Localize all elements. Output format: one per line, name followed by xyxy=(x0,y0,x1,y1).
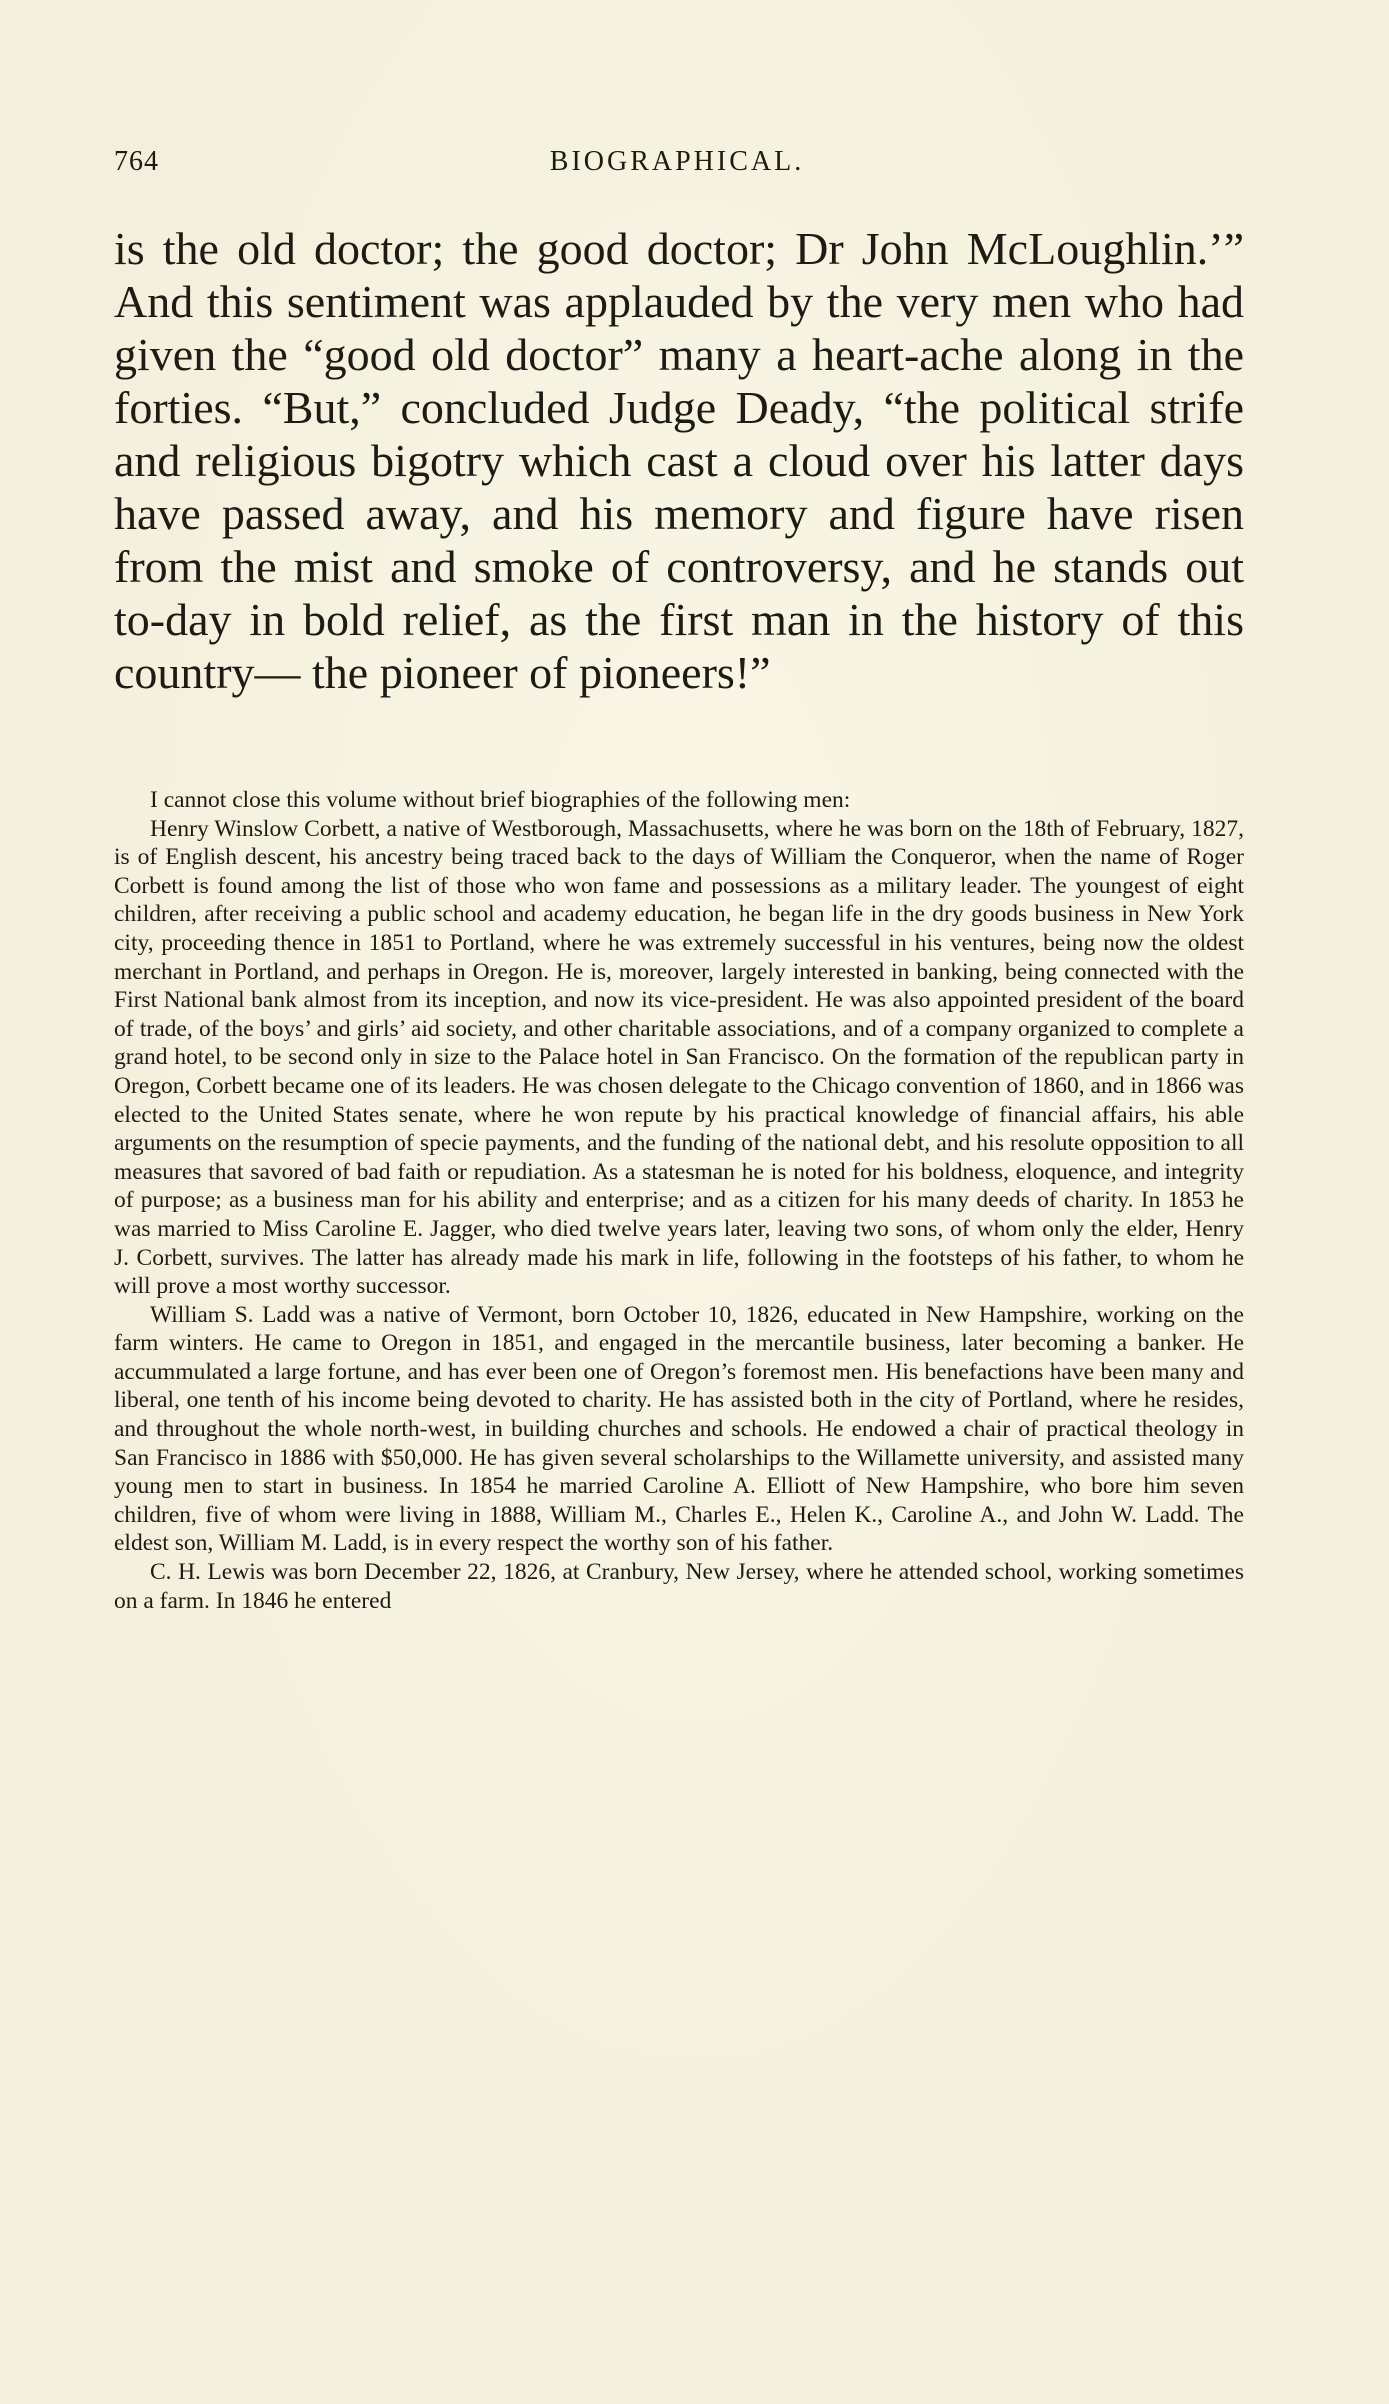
biography-ladd: William S. Ladd was a native of Vermont, born October 10, 1826, educated in New Hampshire, working on the farm winters. He came to Oregon in 1851, and engaged in the mercantile business, later becoming a banker. He accummulated a large fortune, and has ever been one of Oregon’s foremost men. His benefactions have been many and liberal, one tenth of his income being devoted to charity. He has assisted both in the city of Portland, where he resides, and throughout the whole north-west, in building churches and schools. He endowed a chair of practical theology in San Francisco in 1886 with $50,000. He has given several scholarships to the Willamette university, and assisted many young men to start in business. In 1854 he married Caroline A. Elliott of New Hampshire, who bore him seven children, five of whom were living in 1888, William M., Charles E., Helen K., Caroline A., and John W. Ladd. The eldest son, William M. Ladd, is in every respect the worthy son of his father. xyxy=(114,1301,1244,1557)
running-head xyxy=(114,146,1240,186)
page-number: 764 xyxy=(114,146,159,177)
intro-paragraph: I cannot close this volume without brief biographies of the following men: xyxy=(150,787,851,813)
quote-paragraph: is the old doctor; the good doctor; Dr John McLoughlin.’” And this sentiment was applauded by the very men who had given the “good old doctor” many a heart-ache along in the forties. “But,” concluded Judge Deady, “the political strife and religious bigotry which cast a cloud over his latter days have passed away, and his memory and figure have risen from the mist and smoke of controversy, and he stands out to-day in bold relief, as the first man in the history of this country— the pioneer of pioneers!” xyxy=(114,223,1244,698)
running-title: BIOGRAPHICAL. xyxy=(549,146,805,177)
quote-block xyxy=(114,222,1244,699)
biography-corbett: Henry Winslow Corbett, a native of Westborough, Massachusetts, where he was born on the 18th of February, 1827, is of English descent, his ancestry being traced back to the days of William the Conqueror, when the name of Roger Corbett is found among the list of those who won fame and possessions as a military leader. The youngest of eight children, after receiving a public school and academy education, he began life in the dry goods business in New York city, proceeding thence in 1851 to Portland, where he was extremely successful in his ventures, being now the oldest merchant in Portland, and perhaps in Oregon. He is, moreover, largely interested in banking, being connected with the First National bank almost from its inception, and now its vice-president. He was also appointed president of the board of trade, of the boys’ and girls’ aid society, and other charitable associations, and of a company organized to complete a grand hotel, to be second only in size to the Palace hotel in San Francisco. On the formation of the republican party in Oregon, Corbett became one of its leaders. He was chosen delegate to the Chicago convention of 1860, and in 1866 was elected to the United States senate, where he won repute by his practical knowledge of financial affairs, his able arguments on the resumption of specie payments, and the funding of the national debt, and his resolute opposition to all measures that savored of bad faith or repudiation. As a statesman he is noted for his boldness, eloquence, and integrity of purpose; as a business man for his ability and enterprise; and as a citizen for his many deeds of charity. In 1853 he was married to Miss Caroline E. Jagger, who died twelve years later, leaving two sons, of whom only the elder, Henry J. Corbett, survives. The latter has already made his mark in life, following in the footsteps of his father, to whom he will prove a most worthy successor. xyxy=(114,815,1244,1300)
biographies-section xyxy=(114,786,1244,1615)
biography-lewis: C. H. Lewis was born December 22, 1826, at Cranbury, New Jersey, where he attended school, working sometimes on a farm. In 1846 he entered xyxy=(114,1559,1244,1614)
